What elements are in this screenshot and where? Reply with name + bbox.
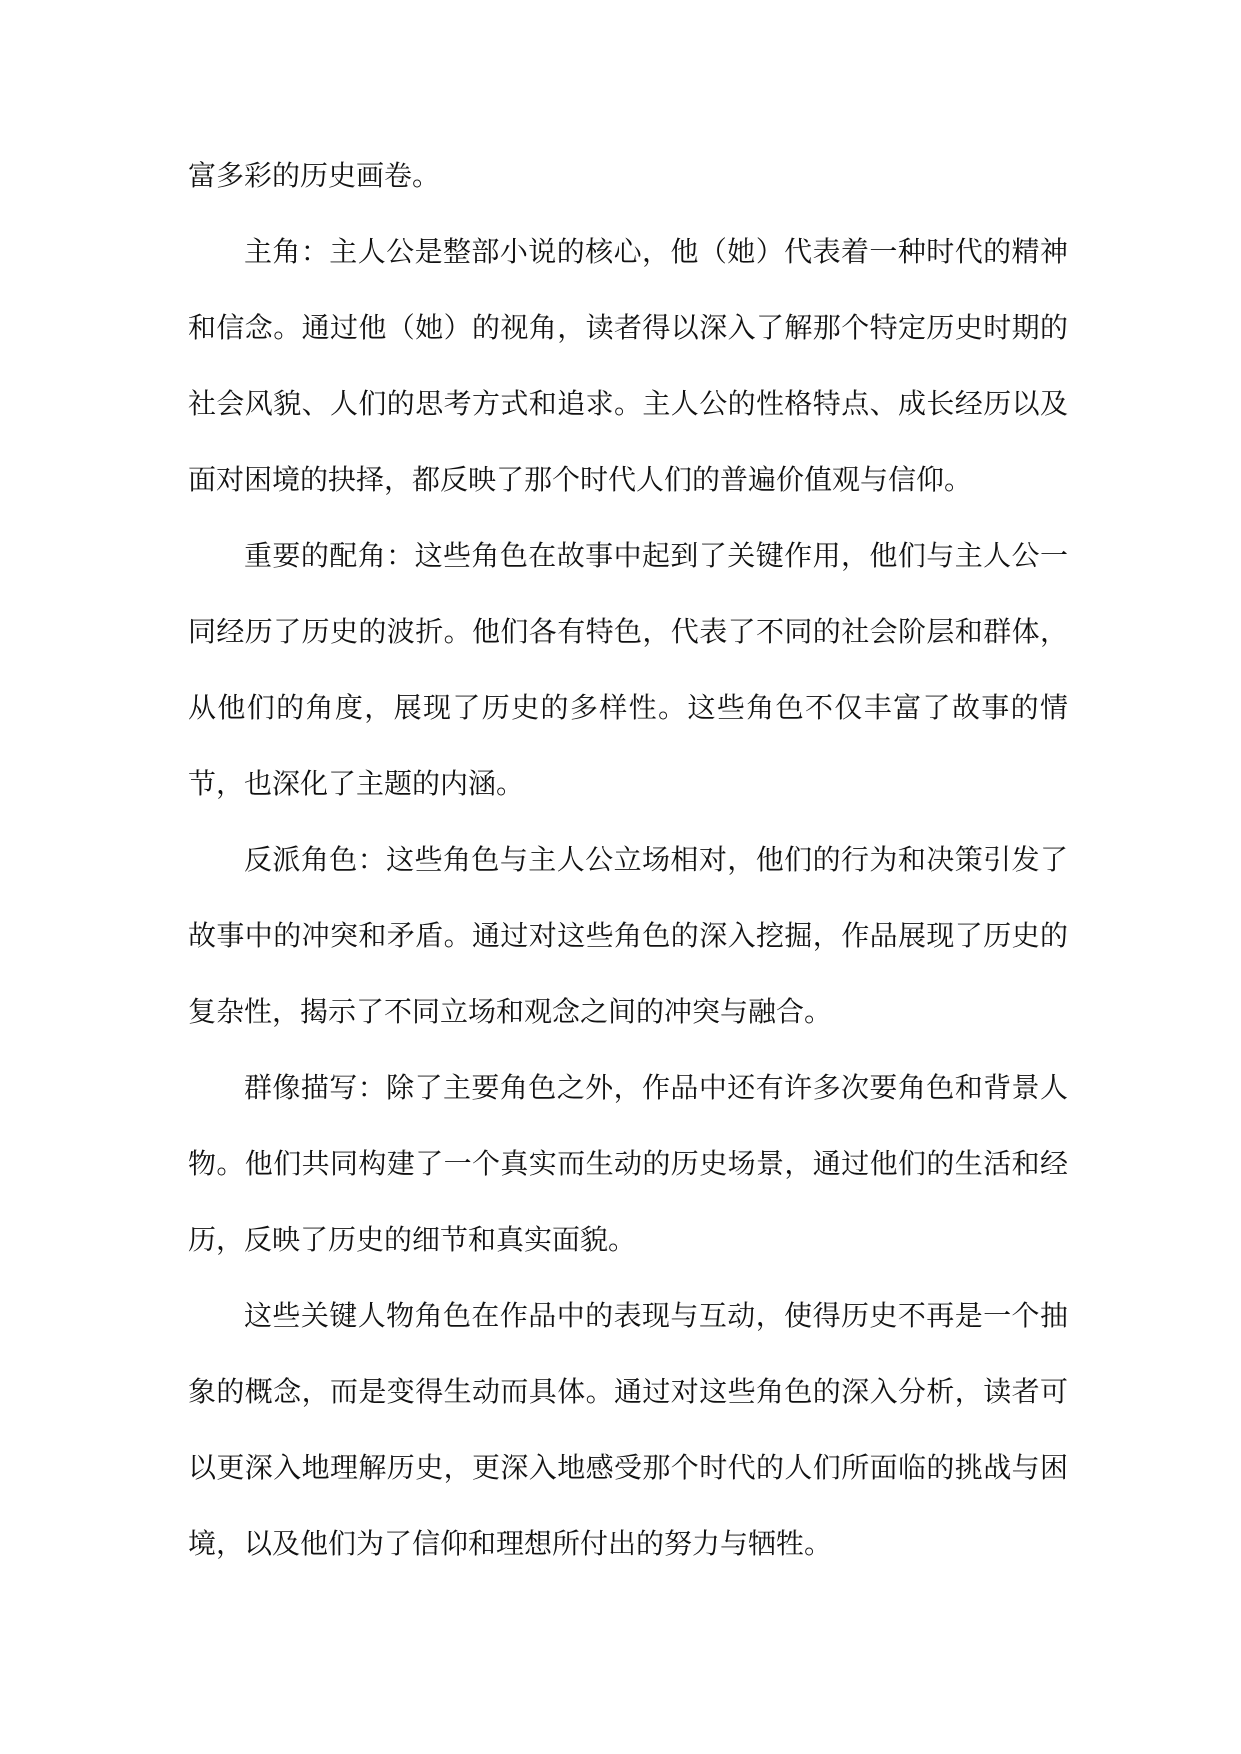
paragraph-antagonists: 反派角色：这些角色与主人公立场相对，他们的行为和决策引发了故事中的冲突和矛盾。通过对这些角色的深入挖掘，作品展现了历史的复杂性，揭示了不同立场和观念之间的冲突与融合。: [188, 843, 1068, 1028]
paragraph-conclusion: 这些关键人物角色在作品中的表现与互动，使得历史不再是一个抽象的概念，而是变得生动而具体。通过对这些角色的深入分析，读者可以更深入地理解历史，更深入地感受那个时代的人们所面临的挑战与困境，以及他们为了信仰和理想所付出的努力与牺牲。: [188, 1299, 1068, 1560]
paragraph-ensemble: 群像描写：除了主要角色之外，作品中还有许多次要角色和背景人物。他们共同构建了一个真实而生动的历史场景，通过他们的生活和经历，反映了历史的细节和真实面貌。: [188, 1071, 1068, 1256]
paragraph-continuation: 富多彩的历史画卷。: [188, 159, 441, 192]
body-text: [188, 138, 1068, 1582]
paragraph-protagonist: 主角：主人公是整部小说的核心，他（她）代表着一种时代的精神和信念。通过他（她）的视角，读者得以深入了解那个特定历史时期的社会风貌、人们的思考方式和追求。主人公的性格特点、成长经历以及面对困境的抉择，都反映了那个时代人们的普遍价值观与信仰。: [188, 235, 1068, 496]
paragraph-supporting-roles: 重要的配角：这些角色在故事中起到了关键作用，他们与主人公一同经历了历史的波折。他们各有特色，代表了不同的社会阶层和群体，从他们的角度，展现了历史的多样性。这些角色不仅丰富了故事的情节，也深化了主题的内涵。: [188, 539, 1068, 800]
